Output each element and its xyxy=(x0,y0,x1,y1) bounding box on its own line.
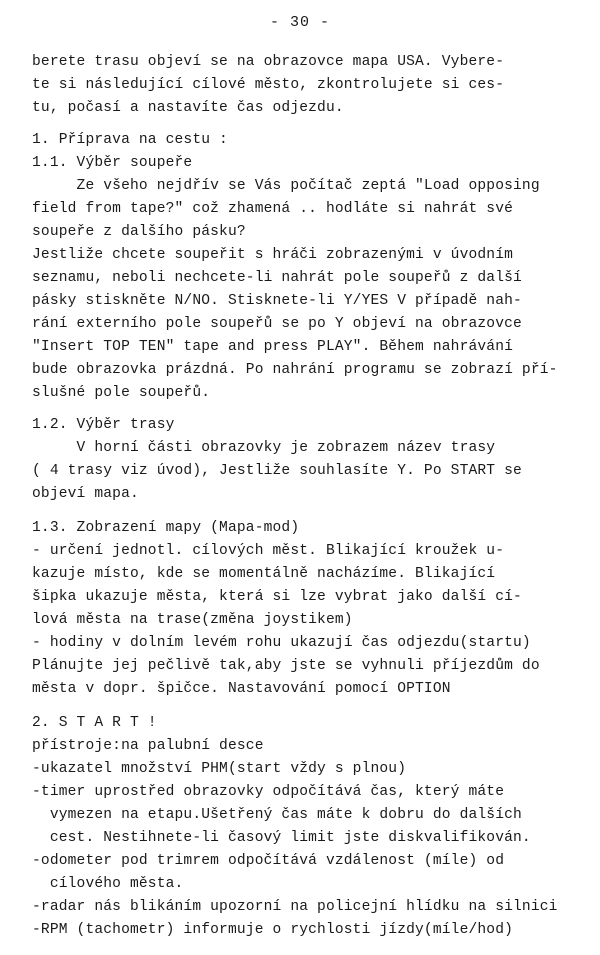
text-line: cest. Nestihnete-li časový limit jste diskvalifikován. xyxy=(32,830,531,846)
text-line: města v dopr. špičce. Nastavování pomocí OPTION xyxy=(32,681,451,697)
subsection-heading: 1.1. Výběr soupeře xyxy=(32,155,193,171)
text-line: přístroje:na palubní desce xyxy=(32,738,264,754)
text-line: šipka ukazuje města, která si lze vybrat jako další cí- xyxy=(32,589,522,605)
text-line: cílového města. xyxy=(32,876,184,892)
list-item: -RPM (tachometr) informuje o rychlosti jízdy(míle/hod) xyxy=(32,922,514,938)
subsection-heading: 1.3. Zobrazení mapy (Mapa-mod) xyxy=(32,520,300,536)
text-line: - hodiny v dolním levém rohu ukazují čas odjezdu(startu) xyxy=(32,635,531,651)
text-line: Plánujte jej pečlivě tak,aby jste se vyhnuli příjezdům do xyxy=(32,658,540,674)
list-item: -odometer pod trimrem odpočítává vzdálenost (míle) od xyxy=(32,853,505,869)
text-line: rání externího pole soupeřů se po Y objeví na obrazovce xyxy=(32,316,522,332)
subsection-heading: 1.2. Výběr trasy xyxy=(32,417,175,433)
text-line: te si následující cílové město, zkontrolujete si ces- xyxy=(32,77,505,93)
text-line: kazuje místo, kde se momentálně nacházíme. Blikající xyxy=(32,566,496,582)
text-line: Jestliže chcete soupeřit s hráči zobrazenými v úvodním xyxy=(32,247,514,263)
text-line: seznamu, neboli nechcete-li nahrát pole soupeřů z další xyxy=(32,270,522,286)
text-line: "Insert TOP TEN" tape and press PLAY". Během nahrávání xyxy=(32,339,514,355)
text-line: vymezen na etapu.Ušetřený čas máte k dobru do dalších xyxy=(32,807,522,823)
page-number: - 30 - xyxy=(269,14,330,31)
text-line: V horní části obrazovky je zobrazem název trasy xyxy=(32,440,496,456)
text-line: Ze všeho nejdřív se Vás počítač zeptá "Load opposing xyxy=(32,178,540,194)
text-line: soupeře z dalšího pásku? xyxy=(32,224,246,240)
text-line: - určení jednotl. cílových měst. Blikající kroužek u- xyxy=(32,543,505,559)
list-item: -radar nás blikáním upozorní na policejní hlídku na silnici xyxy=(32,899,558,915)
text-line: objeví mapa. xyxy=(32,486,139,502)
section-heading: 1. Příprava na cestu : xyxy=(32,132,228,148)
text-line: slušné pole soupeřů. xyxy=(32,385,211,401)
list-item: -timer uprostřed obrazovky odpočítává čas, který máte xyxy=(32,784,505,800)
text-line: lová města na trase(změna joystikem) xyxy=(32,612,353,628)
text-line: tu, počasí a nastavíte čas odjezdu. xyxy=(32,100,344,116)
text-line: berete trasu objeví se na obrazovce mapa USA. Vybere- xyxy=(32,54,505,70)
text-line: pásky stiskněte N/NO. Stisknete-li Y/YES V případě nah- xyxy=(32,293,522,309)
text-line: ( 4 trasy viz úvod), Jestliže souhlasíte Y. Po START se xyxy=(32,463,522,479)
list-item: -ukazatel množství PHM(start vždy s plnou) xyxy=(32,761,407,777)
text-line: field from tape?" což zhamená .. hodláte si nahrát své xyxy=(32,201,514,217)
text-line: bude obrazovka prázdná. Po nahrání programu se zobrazí pří- xyxy=(32,362,558,378)
section-heading: 2. S T A R T ! xyxy=(32,715,157,731)
